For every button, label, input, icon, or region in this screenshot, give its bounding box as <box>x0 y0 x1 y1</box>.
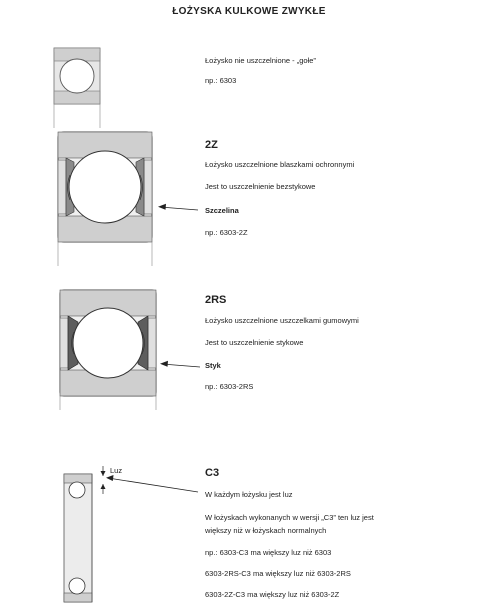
bearing-2z-note: Jest to uszczelnienie bezstykowe <box>205 182 316 191</box>
bearing-2rs-code: 2RS <box>205 294 227 306</box>
c3-line-2b: większy niż w łożyskach normalnych <box>205 526 327 535</box>
bearing-2rs-example: np.: 6303-2RS <box>205 382 254 391</box>
c3-example-2: 6303-2RS-C3 ma większy luz niż 6303-2RS <box>205 569 351 578</box>
bearing-2z-code: 2Z <box>205 139 218 151</box>
open-bearing-example: np.: 6303 <box>205 76 237 85</box>
bearing-2z-diagram <box>58 132 198 266</box>
open-bearing-description: Łożysko nie uszczelnione - „gołe” <box>205 56 316 65</box>
bearing-2rs-description: Łożysko uszczelnione uszczelkami gumowymi <box>205 316 359 325</box>
c3-example-3: 6303-2Z-C3 ma większy luz niż 6303-2Z <box>205 590 340 599</box>
c3-line-1: W każdym łożysku jest luz <box>205 490 293 499</box>
bearing-2rs-diagram <box>60 290 200 410</box>
page-title: ŁOŻYSKA KULKOWE ZWYKŁE <box>172 6 326 17</box>
c3-line-2a: W łożyskach wykonanych w wersji „C3” ten luz jest <box>205 513 374 522</box>
bearing-c3-code: C3 <box>205 467 220 479</box>
bearing-2z-example: np.: 6303-2Z <box>205 228 248 237</box>
bearing-2rs-arrow-label: Styk <box>205 361 221 370</box>
bearing-2z-arrow-label: Szczelina <box>205 206 239 215</box>
bearing-2z-description: Łożysko uszczelnione blaszkami ochronnymi <box>205 160 355 169</box>
c3-example-1: np.: 6303-C3 ma większy luz niż 6303 <box>205 548 332 557</box>
bearing-c3-diagram <box>64 466 198 602</box>
bearing-2rs-note: Jest to uszczelnienie stykowe <box>205 338 304 347</box>
open-bearing-diagram <box>54 48 100 128</box>
clearance-label: Luz <box>110 466 123 475</box>
